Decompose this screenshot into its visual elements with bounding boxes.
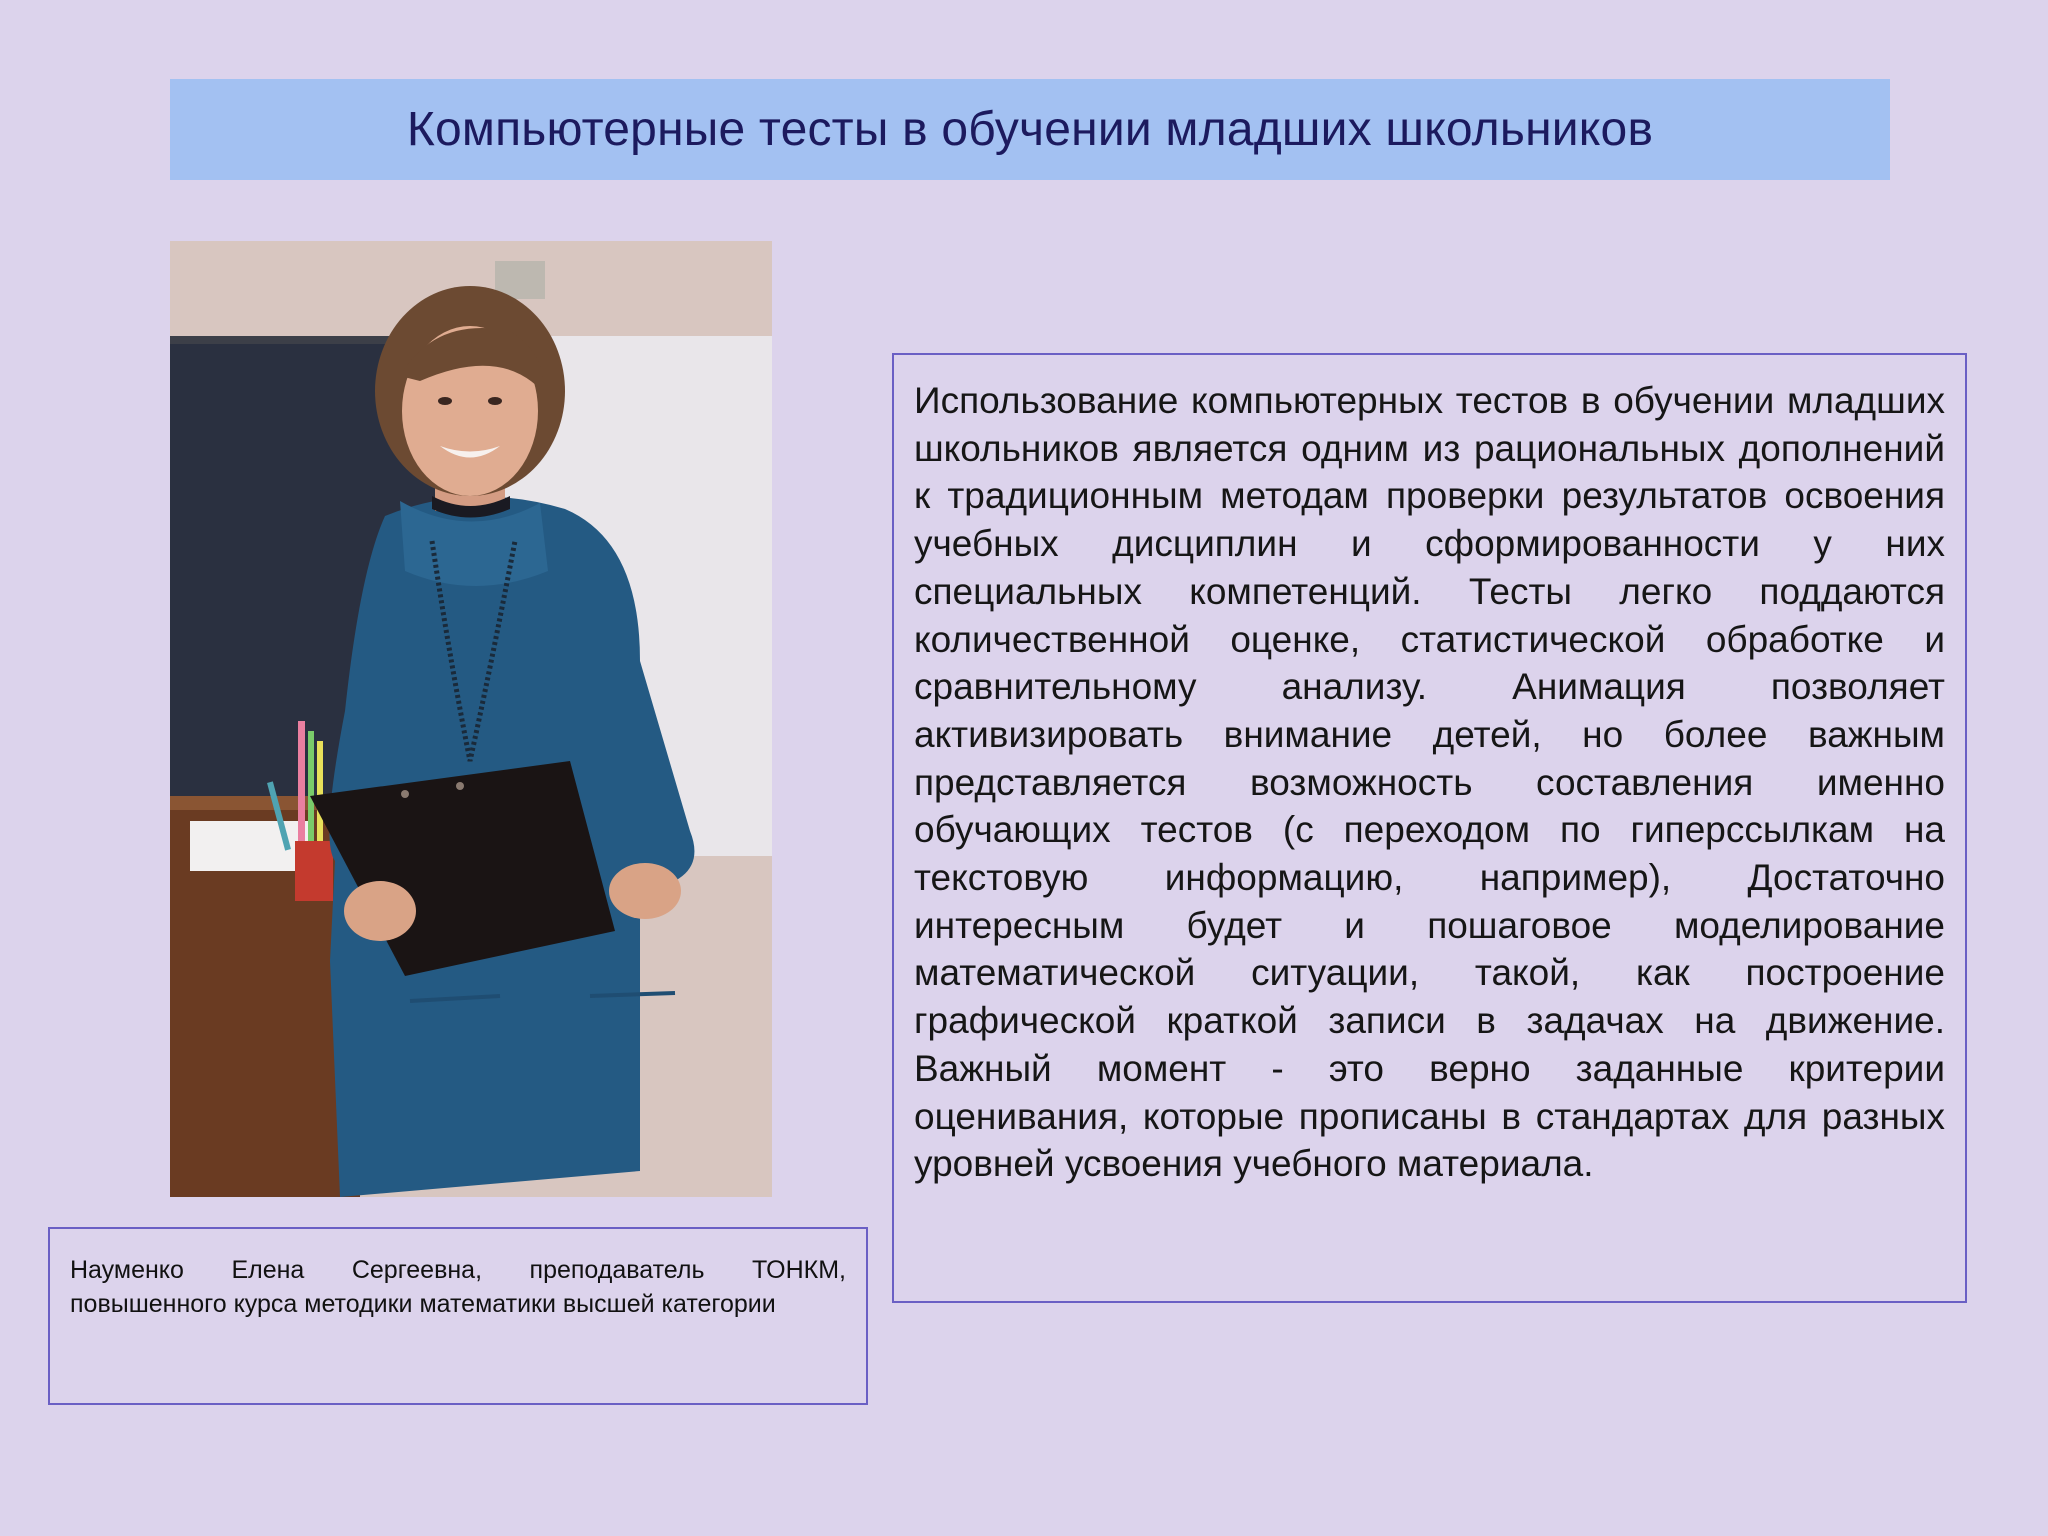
teacher-photo-illustration	[170, 241, 772, 1197]
teacher-photo	[170, 241, 772, 1197]
body-text: Использование компьютерных тестов в обучении младших школьников является одним из рациональных дополнений к традиционным методам проверки результатов освоения учебных дисциплин и сформированности у них специальных компетенций. Тесты легко поддаются количественной оценке, статистической обработке и сравнительному анализу. Анимация позволяет активизировать внимание детей, но более важным представляется возможность составления именно обучающих тестов (с переходом по гиперссылкам на текстовую информацию, например), Достаточно интересным будет и пошаговое моделирование математической ситуации, такой, как построение графической краткой записи в задачах на движение. Важный момент - это верно заданные критерии оценивания, которые прописаны в стандартах для разных уровней усвоения учебного материала.	[914, 380, 1945, 1185]
slide-title: Компьютерные тесты в обучении младших школьников	[406, 103, 1654, 156]
caption-box	[48, 1227, 868, 1405]
body-text-box	[892, 353, 1967, 1303]
title-bar	[170, 79, 1890, 180]
teacher-caption: Науменко Елена Сергеевна, преподаватель ТОНКМ, повышенного курса методики математики высшей категории	[70, 1256, 846, 1318]
